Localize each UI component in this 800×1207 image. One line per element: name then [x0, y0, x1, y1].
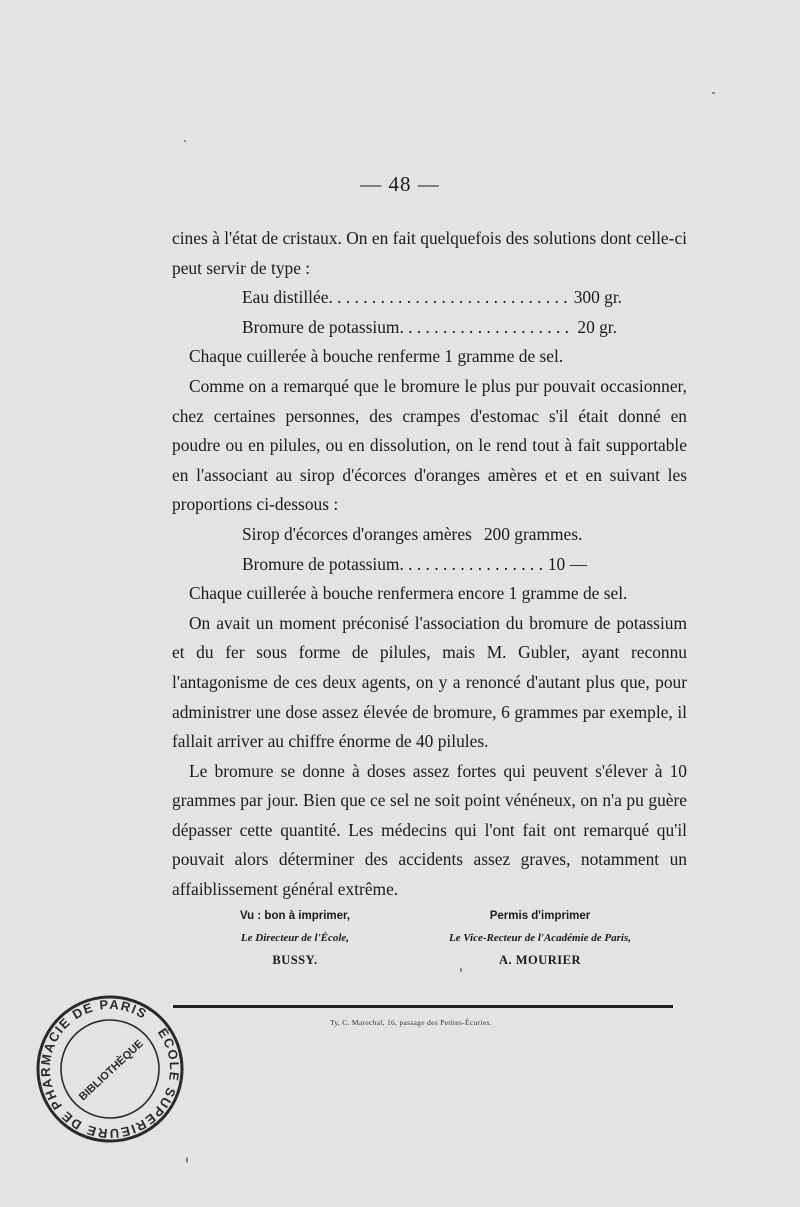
dot-leader	[328, 283, 567, 313]
paper-speck	[184, 140, 186, 142]
approval-heading: Vu : bon à imprimer,	[239, 910, 351, 922]
recipe2-line-2	[242, 550, 587, 580]
ingredient-quantity: 300 gr.	[573, 287, 622, 308]
dot-leader	[399, 313, 571, 343]
paragraph-1: cines à l'état de cristaux. On en fait quelquefois des solutions dont celle-ci peut servir de type :	[172, 228, 687, 278]
paragraph-3: Comme on a remarqué que le bromure le plus pur pouvait occasionner, chez certaines personnes, des crampes d'estomac s'il était donné en poudre ou en pilules, ou en dissolution, on le rend tout à fait supportable en l'associant au sirop d'écorces d'oranges amères et et en suivant les proportions ci-dessous :	[172, 375, 687, 515]
paragraph-5: On avait un moment préconisé l'association du bromure de potassium et du fer sous forme de pilules, mais M. Gubler, ayant reconnu l'antagonisme de ces deux agents, on y a renoncé d'autant plus que, pour administrer une dose assez élevée de bromure, 6 grammes par exemple, il fallait arriver au chiffre énorme de 40 pilules.	[172, 612, 687, 752]
paper-speck	[186, 1157, 188, 1163]
approvals-block	[200, 905, 660, 971]
body-text	[172, 224, 687, 905]
approval-role: Le Directeur de l'École,	[240, 932, 350, 944]
ingredient-quantity: 200 grammes.	[483, 523, 583, 544]
library-stamp-icon	[34, 992, 186, 1146]
approval-signature: A. MOURIER	[498, 953, 582, 967]
ingredient-name: Eau distillée	[242, 287, 329, 308]
approval-signature: BUSSY.	[272, 953, 318, 967]
approval-director	[200, 905, 390, 971]
ingredient-name: Bromure de potassium	[242, 316, 400, 337]
stamp-outer-text: ÉCOLE SUPÉRIEURE DE PHARMACIE DE PARIS	[37, 996, 183, 1142]
ingredient-name: Sirop d'écorces d'oranges amères	[242, 523, 472, 544]
stamp-inner-text: BIBLIOTHÈQUE	[76, 1037, 146, 1104]
paragraph-4: Chaque cuillerée à bouche renfermera encore 1 gramme de sel.	[189, 583, 628, 604]
approval-role: Le Vice-Recteur de l'Académie de Paris,	[448, 932, 632, 944]
printer-imprint: Ty, C. Marechal, 16, passage des Petites-Écuries.	[330, 1018, 492, 1027]
paper-speck	[460, 968, 462, 972]
paragraph-6: Le bromure se donne à doses assez fortes qui peuvent s'élever à 10 grammes par jour. Bien que ce sel ne soit point vénéneux, on n'a pu guère dépasser cette quantité. Les médecins qui l'ont fait ont remarqué qu'il pouvait alors déterminer des accidents assez graves, notamment un affaiblissement général extrême.	[172, 760, 687, 900]
dot-leader	[399, 550, 541, 580]
ingredient-quantity: 20 gr.	[577, 316, 617, 337]
page-number: — 48 —	[360, 172, 440, 196]
paragraph-2: Chaque cuillerée à bouche renferme 1 gramme de sel.	[189, 346, 564, 367]
ingredient-quantity: 10 —	[547, 553, 587, 574]
ingredient-name: Bromure de potassium	[242, 553, 400, 574]
approval-rector	[420, 905, 660, 971]
recipe1-line-1	[242, 283, 622, 313]
recipe2-line-1	[242, 520, 627, 550]
recipe1-line-2	[242, 313, 617, 343]
approval-heading: Permis d'imprimer	[489, 910, 591, 922]
footer-rule	[173, 1005, 673, 1008]
paper-speck	[712, 92, 715, 94]
